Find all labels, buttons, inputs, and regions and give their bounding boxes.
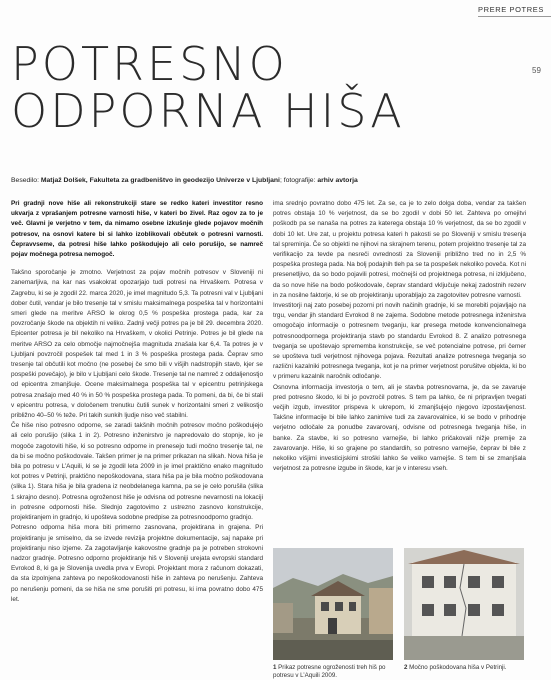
body-paragraph: Če hiše niso potresno odporne, se zaradi takšnih močnih potresov močno poškodujejo ali celo porušijo (slika 1 in 2). Potresno inženirstvo je napredovalo do stopnje, ko je mogoče zagotoviti hiše, ki so potresno odporne in prenesejo tudi močno tresenje tal, ne da bi se močno poškodovale. Takšen primer je na primer prikazan na slikah. Nova hiša je bila po potresu v L’Aquili, ki se je zgodil leta 2009 in je imel praktično enako magnitudo kot potres v Petrinji, praktično nepoškodovana, stara hiša pa je bila močno poškodovana (slika 1). Stara hiša je bila gradena iz neobdelanega kamna, pa se je celo porušila (slika 1 skrajno desno). Potresna ogroženost hiše je odvisna od potresne nevarnosti na lokaciji in potresne odpornosti hiše. Slednjo zagotovimo z ustrezno zasnovo konstrukcije, projektiranjem in gradnjo, ki upošteva sodobne predpise za potresnoodporno gradnjo. [11,422,263,522]
figure-1-caption-text: Prikaz potresne ogroženosti treh hiš po potresu v L’Aquili 2009. [273,664,386,679]
title-line-2: ODPORNA HIŠA [11,84,405,138]
body-paragraph: Osnovna informacija investorja o tem, ali je stavba potresnovarna, je, da se zavaruje pred potresno škodo, ki bi jo povzročil potres. S tem pa lahko, če ni pripravljen tvegati večjih izgub, investitor prispeva k ukrepom, ki zmanjšujejo njegovo izpostavljenost. Takšne informacije bi bile lahko zanimive tudi za zavarovalnice, ki se bodo v prihodnje verjetno odločale za ponudbe zavarovanj, odvisne od potresnega tveganja hiše, in banke. Za stavbe, ki so potresno varnejše, bi lahko pričakovali nižje premije za zavarovanje. Hiše, ki so grajene po standardih, so potresno varnejše, čeprav bi bile z nekoliko višjimi investicijskimi stroški lahko še veliko varnejše. S tem bi se zmanjšala verjetnost za potresne izgube in škode, kar je v interesu vseh. [273,383,526,473]
figure-2-caption-text: Močno poškodovana hiša v Petrinji. [409,664,507,671]
body-paragraph: ima srednjo povratno dobo 475 let. Za se, ca je to zelo dolga doba, vendar za takšen potres obstaja 10 % verjetnost, da se bo zgodil v dobi 50 let. Zahteva po omejitvi poškodb pa se nanaša na potres za katerega obstaja 10 % verjetnost, da se bo zgodil v dobi 10 let. Ure zat, u projektu potresa kateri h pakosti se po Sloveniji v smislu tresenja tal spreminja. Če so objekti ne njihovi na skrajnem terenu, potem projektno tresenje tal za verifikacijo za tevde pa nesreči ovrednosti za Sloveniji približno tred no in 2,5 % pospeška prostega pada. Na bolj podajnih tleh pa se ta pospešek nekoliko poveča. Kot ni presenetljivo, da so bodo pojavili potresi, močnejši od projektnega potresa, ni izključeno, da so nove hiše na bodo poškodovale, čeprav standard vključuje nekaj zadostnih rezerv in za nosilne faktorje, ki se ob projektiranju uporabljajo za zagotovitev potresne varnosti. [273,200,526,299]
byline-authors: Matjaž Dolšek, Fakulteta za gradbeništvo in geodezijo Univerze v Ljubljani [40,177,280,184]
title-line-1: POTRESNO [11,37,288,91]
house-photo-illustration [273,548,393,660]
figure-2-caption [404,664,529,672]
body-paragraph: Potresno odporna hiša mora biti primerno zasnovana, projektirana in grajena. Pri projektiranju je smiselno, da se izvede revizija projektne dokumentacije, saj napake pri projektiranju niso izjeme. Za zagotavljanje kakovostne gradnje pa je potreben strokovni nadzor gradnje. Potresno odporno projektiranje hiš v Sloveniji urejata evropski standard Evrokod 8, ki ga je Slovenija uvedla prva v Evropi. Projektant mora z računom dokazati, da sta izpolnjena zahteva po nepoškodovanosti hiše in zahteva po nerušenju. Zahteva po nerušenju pomeni, da se hiša ne sme porušiti pri potresu, ki ima povratno dobo 475 let. [11,524,263,603]
figure-1-label: 1 [273,664,279,671]
byline-label: Besedilo: [11,177,41,184]
figure-2-photo [404,548,524,660]
damaged-house-illustration [404,548,524,660]
byline [11,177,531,184]
page-number: 59 [532,66,541,75]
article-title [11,37,405,138]
left-column [11,199,263,605]
figure-1-photo [273,548,393,660]
body-paragraph: Takšno sporočanje je zmotno. Verjetnost za pojav močnih potresov v Sloveniji ni zanemarljiva, na kar nas vsakokrat opozarjajo tudi potresi na Hrvaškem. Potresa v Zagrebu, ki se je zgodil 22. marca 2020, je imel magnitudo 5,3. Ta potresni val v Ljubljani dober čutil, vendar je bilo tresenje tal v smislu maksimalnega pospeška tal v horizontalni smeri glede na meritve ARSO le okrog 0,5 % pospeška prostega pada, kar za povzročanje škode na objektih ni veliko. Zadnji večji potres pa je bil 29. decembra 2020. Epicenter potresa je bil nekoliko na Hrvaškem, v okolici Petrinje. Potres je bil glede na meritve ARSO za celo območje najmočnejša magnituda znašala kar 6,4. Ta potres je v Ljubljani povzročil pospešek tal med 1 in 3 % pospeška prostega pada. Čeprav smo tresenje tal občutili kot močno (ne posebej če smo bili v višjih nadstropjih stavb, kjer se pospeški povečajo), je bilo v Ljubljani celo škode. Tresenje tal ne namreč z oddaljenostjo od epicentra zmanjšuje. Ocene maksimalnega pospeška tal v epicentru petrinjskega potresa znašajo med 40 % in 50 % pospeška prostega pada. To pomeni, da bi, če bi stali v epicentru potresa, v določenem trenutku čutili sunek v horizontalni smeri z velikostjo približno 40–50 % teže. Pri takih sunkih ljudje niso več stabilni. [11,269,263,420]
figure-1-caption [273,664,398,680]
figure-2-label: 2 [404,664,410,671]
right-column [273,199,526,541]
body-paragraph: Investitorji naj zato posebej pozorni pri novih načinih gradnje, ki se morebiti pojavljajo na trgu, vendar jih standard Evrokod 8 ne zajema. Sodobne metode potresnega inženirstva omogočajo informacije o potresnem tveganju, kar presega metode konvencionalnega potresnoodpornega projektiranja stavb po standardu Evrokod 8. Z analizo potresnega tveganja se upoštevajo sprememba konstrukcije, se več potencialne potrese, pri čemer se upošteva tudi verjetnost njihovega pojava. Rezultati analize potresnega tveganja so različni kazalniki potresnega tveganja, kot je na primer verjetnost porušitve objekta, ki bo v primeru kazalnik naročnik odločanje. [273,302,526,381]
lead-paragraph: Pri gradnji nove hiše ali rekonstrukciji stare se redko kateri investitor resno ukvarja z vprašanjem potresne varnosti hiše, v kateri bo živel. Raz ogov za to je več. Glavni je verjetno v tem, da nimamo osebne izkušnje glede pojavov močnih potresov, na osnovi katere bi si lahko izoblikovali občutek o potresni varnosti. Čepravvseme, da potresi hiše lahko poškodujejo ali celo porušijo, se namreč pojav močnega potresa nemogoč. [11,200,263,259]
byline-photo-label: ; fotografije: [279,177,318,184]
byline-photo-credit: arhiv avtorja [317,177,358,184]
section-header: PRERE POTRES [478,5,551,17]
